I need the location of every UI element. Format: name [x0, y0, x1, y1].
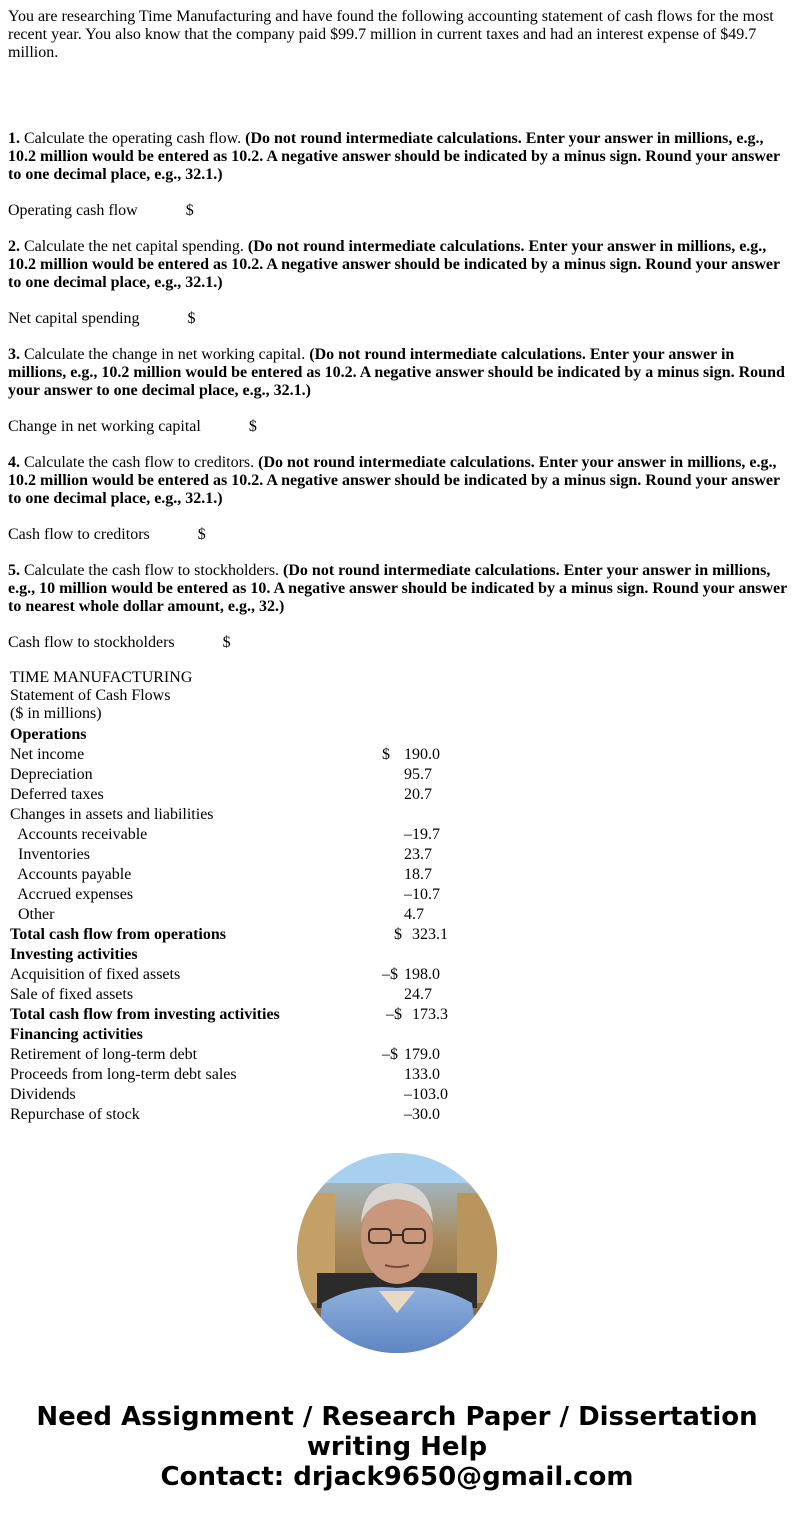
answer-line-5: [8, 634, 231, 652]
question-number: 1.: [8, 130, 20, 147]
row-label: Operations: [10, 726, 87, 743]
row-label: Accrued expenses: [10, 886, 134, 903]
row-label: Repurchase of stock: [10, 1106, 140, 1123]
row-label: Deferred taxes: [10, 786, 104, 803]
question-text: Calculate the change in net working capital.: [20, 346, 310, 363]
statement-rows: [10, 725, 470, 1125]
statement-row: [10, 1045, 470, 1065]
answer-currency: $: [222, 634, 231, 651]
statement-row: [10, 825, 470, 845]
author-photo: [297, 1153, 497, 1353]
question-text: Calculate the cash flow to stockholders.: [20, 562, 284, 579]
answer-label: Net capital spending: [8, 310, 140, 327]
row-value: –10.7: [404, 886, 440, 903]
row-value: 190.0: [404, 746, 440, 763]
statement-row: [10, 905, 470, 925]
question-4: [8, 454, 788, 508]
statement-row: [10, 785, 470, 805]
row-currency: $: [382, 746, 390, 763]
row-value: 24.7: [404, 986, 432, 1003]
row-currency: –$: [382, 966, 398, 983]
question-5: [8, 562, 788, 616]
promo-line-1: Need Assignment / Research Paper / Dissertation writing Help: [36, 1402, 758, 1462]
row-value: 198.0: [404, 966, 440, 983]
answer-label: Cash flow to creditors: [8, 526, 150, 543]
row-label: Investing activities: [10, 946, 138, 963]
statement-row: [10, 945, 470, 965]
question-instructions: (Do not round intermediate calculations. Enter your answer in millions, e.g., 10.2 million would be entered as 10.2. A negative answer should be indicated by a minus sign. Round your answer to one decimal place, e.g., 32.1.): [8, 346, 785, 399]
statement-row: [10, 845, 470, 865]
row-value: 4.7: [404, 906, 424, 923]
row-value: 23.7: [404, 846, 432, 863]
answer-label: Change in net working capital: [8, 418, 201, 435]
row-label: Total cash flow from investing activities: [10, 1006, 280, 1023]
row-value: 95.7: [404, 766, 432, 783]
question-1: [8, 130, 788, 184]
statement-row: [10, 1025, 470, 1045]
row-label: Dividends: [10, 1086, 76, 1103]
row-value: –30.0: [404, 1106, 440, 1123]
question-instructions: (Do not round intermediate calculations. Enter your answer in millions, e.g., 10 million would be entered as 10. A negative answer should be indicated by a minus sign. Round your answer to nearest whole dollar amount, e.g., 32.): [8, 562, 787, 615]
answer-line-3: [8, 418, 257, 436]
author-portrait-image: [297, 1153, 497, 1353]
promo-line-2: Contact: drjack9650@gmail.com: [160, 1462, 634, 1492]
row-label: Financing activities: [10, 1026, 143, 1043]
row-label: Inventories: [10, 846, 90, 863]
question-number: 4.: [8, 454, 20, 471]
question-instructions: (Do not round intermediate calculations. Enter your answer in millions, e.g., 10.2 million would be entered as 10.2. A negative answer should be indicated by a minus sign. Round your answer to one decimal place, e.g., 32.1.): [8, 238, 780, 291]
question-number: 3.: [8, 346, 20, 363]
statement-units: ($ in millions): [10, 705, 102, 722]
statement-row: [10, 965, 470, 985]
statement-row: [10, 1065, 470, 1085]
statement-company: TIME MANUFACTURING: [10, 669, 193, 686]
intro-text: You are researching Time Manufacturing and have found the following accounting statement of cash flows for the most recent year. You also know that the company paid $99.7 million in current taxes and had an interest expense of $49.7 million.: [8, 8, 774, 61]
answer-line-1: [8, 202, 194, 220]
row-label: Depreciation: [10, 766, 93, 783]
statement-row: [10, 805, 470, 825]
statement-row: [10, 1105, 470, 1125]
question-text: Calculate the operating cash flow.: [20, 130, 246, 147]
row-value: 20.7: [404, 786, 432, 803]
answer-currency: $: [197, 526, 206, 543]
statement-title: Statement of Cash Flows: [10, 687, 171, 704]
row-currency: –$: [386, 1006, 402, 1023]
question-instructions: (Do not round intermediate calculations. Enter your answer in millions, e.g., 10.2 million would be entered as 10.2. A negative answer should be indicated by a minus sign. Round your answer to one decimal place, e.g., 32.1.): [8, 130, 780, 183]
answer-currency: $: [248, 418, 257, 435]
cash-flow-statement: [10, 669, 470, 1125]
row-label: Sale of fixed assets: [10, 986, 134, 1003]
statement-row: [10, 885, 470, 905]
statement-row: [10, 925, 470, 945]
row-value: 179.0: [404, 1046, 440, 1063]
row-label: Accounts receivable: [10, 826, 148, 843]
row-label: Accounts payable: [10, 866, 132, 883]
row-label: Other: [10, 906, 55, 923]
answer-line-2: [8, 310, 196, 328]
promo-banner: [0, 1402, 794, 1492]
row-value: 173.3: [412, 1006, 448, 1023]
row-value: 323.1: [412, 926, 448, 943]
question-text: Calculate the cash flow to creditors.: [20, 454, 259, 471]
answer-currency: $: [185, 202, 194, 219]
statement-row: [10, 745, 470, 765]
answer-line-4: [8, 526, 206, 544]
question-2: [8, 238, 788, 292]
statement-row: [10, 725, 470, 745]
row-label: Acquisition of fixed assets: [10, 966, 181, 983]
statement-row: [10, 1085, 470, 1105]
row-label: Total cash flow from operations: [10, 926, 226, 943]
answer-currency: $: [187, 310, 196, 327]
question-number: 5.: [8, 562, 20, 579]
row-value: –19.7: [404, 826, 440, 843]
answer-label: Cash flow to stockholders: [8, 634, 175, 651]
row-value: 18.7: [404, 866, 432, 883]
question-3: [8, 346, 788, 400]
answer-label: Operating cash flow: [8, 202, 138, 219]
row-label: Proceeds from long-term debt sales: [10, 1066, 237, 1083]
row-currency: $: [394, 926, 402, 943]
statement-row: [10, 1005, 470, 1025]
row-label: Net income: [10, 746, 85, 763]
question-instructions: (Do not round intermediate calculations. Enter your answer in millions, e.g., 10.2 million would be entered as 10.2. A negative answer should be indicated by a minus sign. Round your answer to one decimal place, e.g., 32.1.): [8, 454, 780, 507]
question-number: 2.: [8, 238, 20, 255]
row-currency: –$: [382, 1046, 398, 1063]
statement-row: [10, 765, 470, 785]
row-value: –103.0: [404, 1086, 448, 1103]
question-text: Calculate the net capital spending.: [20, 238, 248, 255]
row-label: Changes in assets and liabilities: [10, 806, 214, 823]
row-value: 133.0: [404, 1066, 440, 1083]
row-label: Retirement of long-term debt: [10, 1046, 198, 1063]
statement-row: [10, 985, 470, 1005]
statement-row: [10, 865, 470, 885]
